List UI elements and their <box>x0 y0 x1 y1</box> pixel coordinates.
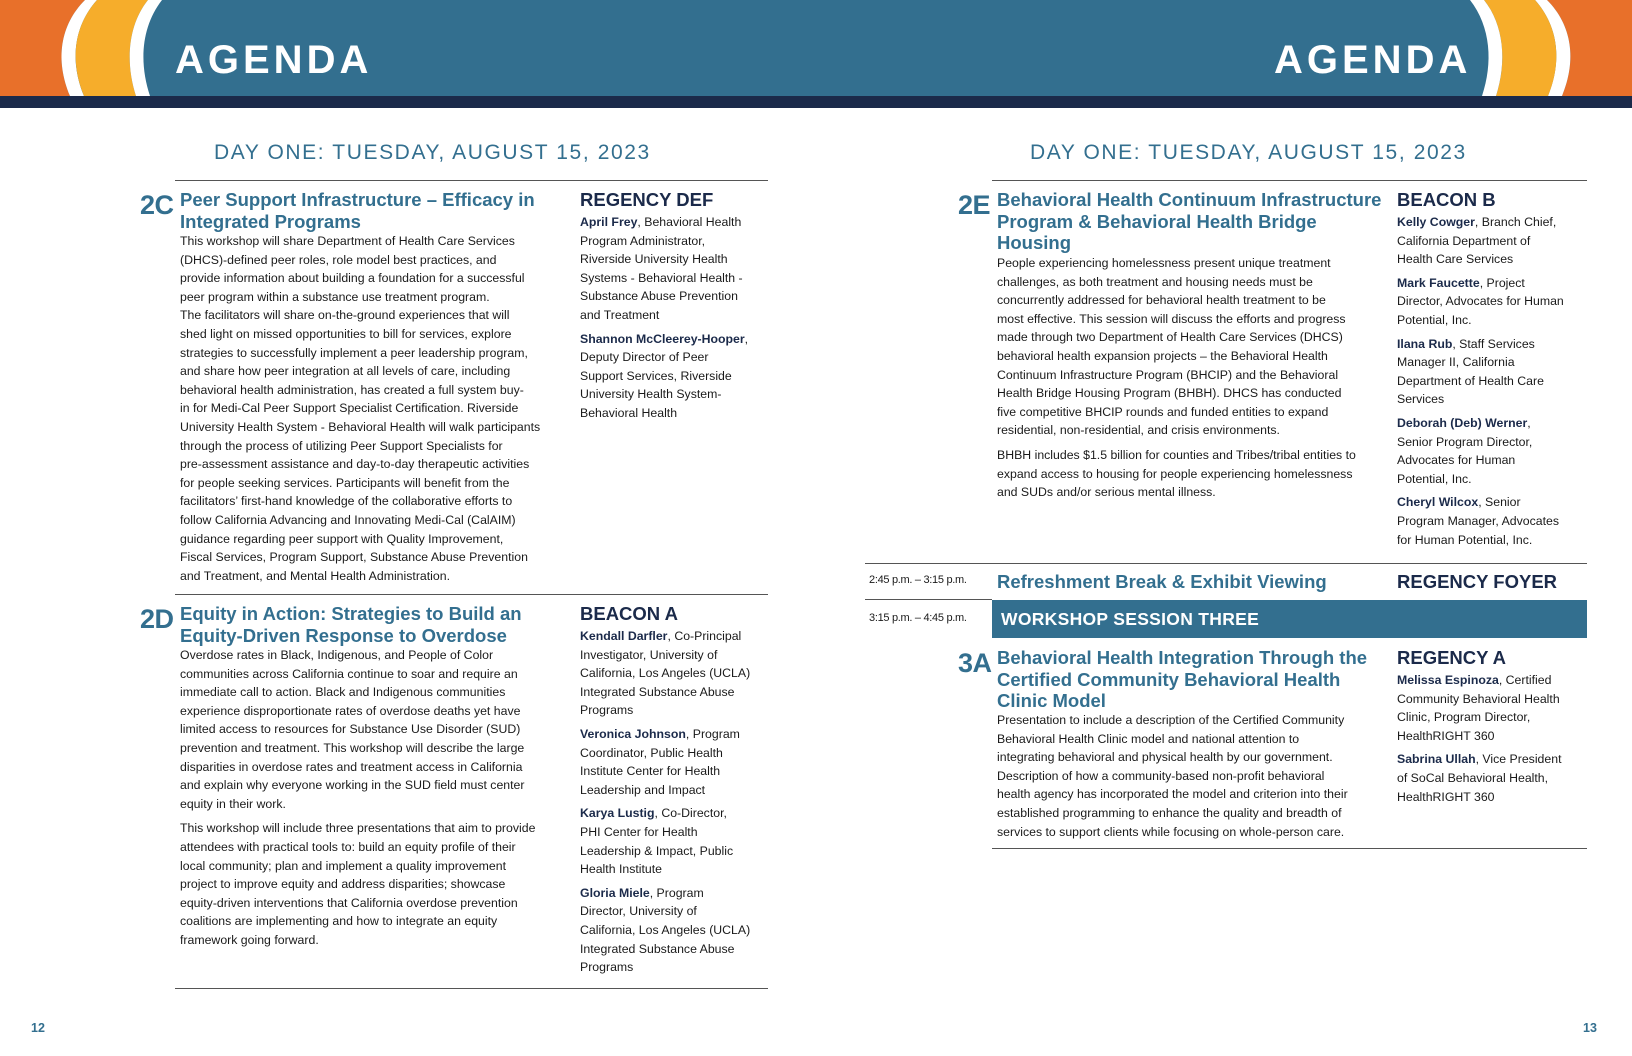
left-header-title: AGENDA <box>175 38 373 82</box>
break-bottom-rule <box>865 599 992 600</box>
header-stripe <box>0 96 1632 108</box>
session-description-2c: This workshop will share Department of Health Care Services (DHCS)-defined peer roles, role model best practices, and provide information about building a foundation for a successful peer program within a substance use treatment program. The facilitators will share on-the-ground experiences that will shed light on missed opportunities to bill for services, explore strategies to successfully implement a peer leadership program, and share how peer integration at all levels of care, including behavioral health administration, has created a full system buy- in for Medi-Cal Peer Support Specialist Certification. Riverside University Health System - Behavioral Health will walk participants through the process of utilizing Peer Support Specialists for pre-assessment assistance and day-to-day therapeutic activities for people seeking services. Participants will benefit from the facilitators’ first-hand knowledge of the collaborative efforts to follow California Advancing and Innovating Medi-Cal (CalAIM) guidance regarding peer support with Quality Improvement, Fiscal Services, Program Support, Substance Abuse Prevention and Treatment, and Mental Health Administration. <box>180 234 541 583</box>
left-day-heading: DAY ONE: TUESDAY, AUGUST 15, 2023 <box>214 141 651 164</box>
session-speakers-2c <box>580 213 770 428</box>
speaker-entry: Veronica Johnson, Program Coordinator, Public Health Institute Center for Health Leadership and Impact <box>580 726 740 797</box>
speaker-entry: Sabrina Ullah, Vice President of SoCal Behavioral Health, HealthRIGHT 360 <box>1397 752 1562 804</box>
session-title-3a: Behavioral Health Integration Through the Certified Community Behavioral Health Clinic Model <box>997 647 1368 711</box>
left-top-rule <box>175 180 768 181</box>
session-code-2d: 2D <box>140 604 174 634</box>
break-title: Refreshment Break & Exhibit Viewing <box>997 571 1327 592</box>
speaker-entry: Ilana Rub, Staff Services Manager II, California Department of Health Care Services <box>1397 336 1544 407</box>
speaker-entry: Melissa Espinoza, Certified Community Behavioral Health Clinic, Program Director, HealthRIGHT 360 <box>1397 673 1560 743</box>
right-top-rule <box>992 180 1587 181</box>
right-day-heading: DAY ONE: TUESDAY, AUGUST 15, 2023 <box>1030 141 1467 164</box>
speaker-entry: Mark Faucette, Project Director, Advocates for Human Potential, Inc. <box>1397 275 1564 327</box>
workshop-session-label: WORKSHOP SESSION THREE <box>1001 609 1260 629</box>
left-bottom-rule <box>175 988 768 989</box>
session-code-3a: 3A <box>958 648 992 678</box>
session-title-2e: Behavioral Health Continuum Infrastructure Program & Behavioral Health Bridge Housing <box>997 189 1382 253</box>
page-number-left: 12 <box>31 1021 45 1035</box>
session-code-2c: 2C <box>140 190 174 220</box>
session-speakers-3a <box>1397 671 1587 811</box>
right-header-title: AGENDA <box>1274 38 1472 82</box>
break-room: REGENCY FOYER <box>1397 571 1558 592</box>
speaker-entry: Shannon McCleerey-Hooper, Deputy Director of Peer Support Services, Riverside University Health System- Behavioral Health <box>580 331 749 420</box>
session-room-2c: REGENCY DEF <box>580 189 714 210</box>
speaker-entry: Gloria Miele, Program Director, University of California, Los Angeles (UCLA) Integrated Substance Abuse Programs <box>580 885 751 975</box>
page-number-right: 13 <box>1583 1021 1597 1035</box>
session-description-2d: Overdose rates in Black, Indigenous, and People of Color communities across California continue to soar and require an immediate call to action. Black and Indigenous communities experience disproportionate rates of overdose deaths yet have limited access to resources for Substance Use Disorder (SUD) prevention and treatment. This workshop will describe the large disparities in overdose rates and treatment access in California and explain why everyone working in the SUD field must center equity in their work. This workshop will include three presentations that aim to provide attendees with practical tools to: build an equity profile of their local community; plan and implement a quality improvement project to improve equity and address disparities; showcase equity-driven interventions that California overdose prevention coalitions are implementing and how to integrate an equity framework going forward. <box>180 648 536 947</box>
session-divider <box>175 594 768 595</box>
speaker-entry: Karya Lustig, Co-Director, PHI Center for Health Leadership & Impact, Public Health Institute <box>580 806 734 877</box>
session-description-3a: Presentation to include a description of the Certified Community Behavioral Health Clinic model and national attention to integrating behavioral and physical health by our government. Description of how a community-based non-profit behavioral health agency has incorporated the model and criterion into their established programming to enhance the quality and breadth of services to support clients while focusing on whole-person care. <box>997 713 1348 839</box>
session-room-2e: BEACON B <box>1397 189 1496 210</box>
break-top-rule <box>865 563 1587 564</box>
workshop-time: 3:15 p.m. – 4:45 p.m. <box>869 612 967 624</box>
workshop-session-bar <box>992 600 1587 638</box>
break-time: 2:45 p.m. – 3:15 p.m. <box>869 574 967 586</box>
speaker-entry: Cheryl Wilcox, Senior Program Manager, Advocates for Human Potential, Inc. <box>1397 495 1559 547</box>
session-speakers-2d <box>580 627 770 982</box>
session-title-2d: Equity in Action: Strategies to Build an Equity-Driven Response to Overdose <box>180 603 522 646</box>
session-title-2c: Peer Support Infrastructure – Efficacy in Integrated Programs <box>180 189 535 232</box>
session-description-2e: People experiencing homelessness present unique treatment challenges, as both treatment and housing needs must be concurrently addressed for behavioral health treatment to be most effective. This session will discuss the efforts and progress made through two Department of Health Care Services (DHCS) behavioral health expansion projects – the Behavioral Health Continuum Infrastructure Program (BHCIP) and the Behavioral Health Bridge Housing Program (BHBH). DHCS has conducted five competitive BHCIP rounds and funded entities to expand residential, non-residential, and crisis environments. BHBH includes $1.5 billion for counties and Tribes/tribal entities to expand access to housing for people experiencing homelessness and SUDs and/or serious mental illness. <box>997 256 1356 500</box>
session-room-2d: BEACON A <box>580 603 678 624</box>
session-speakers-2e <box>1397 213 1587 554</box>
right-bottom-rule <box>992 848 1587 849</box>
session-room-3a: REGENCY A <box>1397 647 1506 668</box>
session-code-2e: 2E <box>958 190 991 220</box>
speaker-entry: Kendall Darfler, Co-Principal Investigator, University of California, Los Angeles (UCLA) Integrated Substance Abuse Programs <box>580 629 751 718</box>
speaker-entry: Kelly Cowger, Branch Chief, California Department of Health Care Services <box>1397 215 1557 267</box>
speaker-entry: April Frey, Behavioral Health Program Administrator, Riverside University Health Systems - Behavioral Health - Substance Abuse Prevention and Treatment <box>580 215 743 322</box>
speaker-entry: Deborah (Deb) Werner, Senior Program Director, Advocates for Human Potential, Inc. <box>1397 415 1533 486</box>
right-arc-decoration <box>1462 0 1632 96</box>
left-arc-decoration <box>0 0 170 96</box>
